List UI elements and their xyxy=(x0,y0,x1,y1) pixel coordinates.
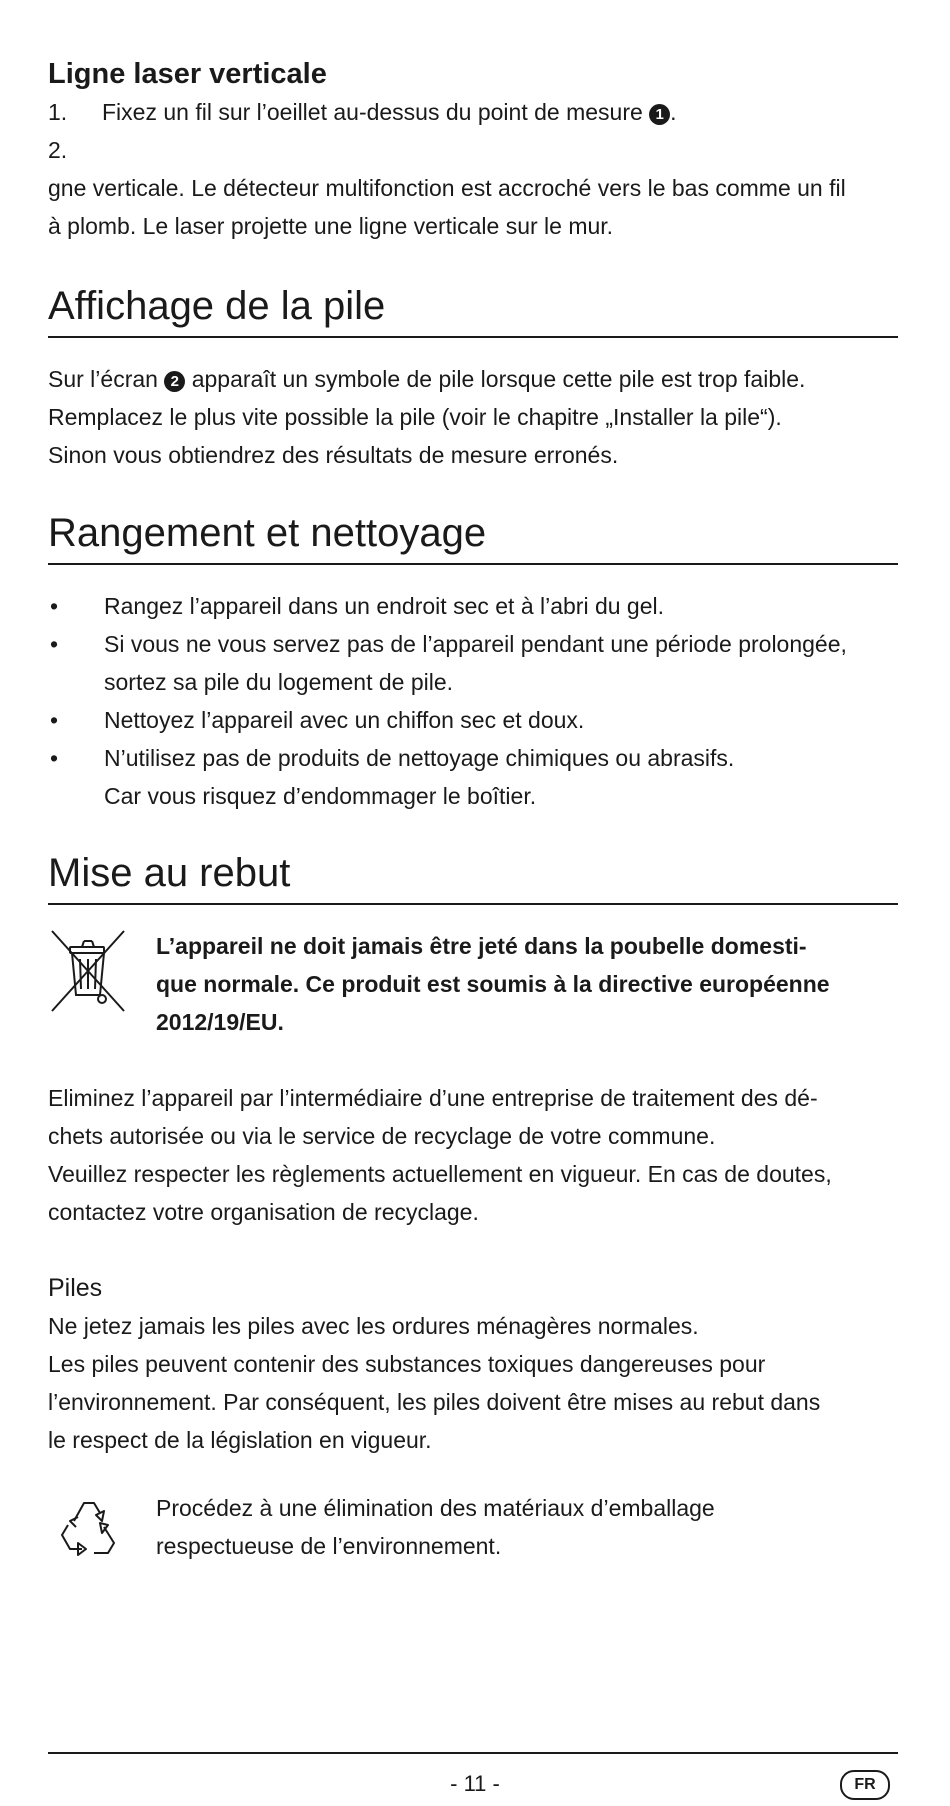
disposal-para-line-1: Eliminez l’appareil par l’intermédiaire d’une entreprise de traitement des dé- xyxy=(48,1085,818,1111)
list-item-text xyxy=(104,739,734,815)
vertical-laser-continuation-1: gne verticale. Le détecteur multifonction est accroché vers le bas comme un fil xyxy=(48,175,846,201)
battery-display-line-1 xyxy=(48,360,898,398)
list-item-text xyxy=(104,625,847,701)
step-1-label: Fixez un fil sur l’oeillet au-dessus du point de mesure xyxy=(102,99,643,125)
language-badge: FR xyxy=(840,1770,890,1800)
weee-line-3: 2012/19/EU. xyxy=(156,1009,284,1035)
step-2 xyxy=(48,131,898,169)
batteries-line-1: Ne jetez jamais les piles avec les ordures ménagères normales. xyxy=(48,1313,699,1339)
packaging-line-1: Procédez à une élimination des matériaux d’emballage xyxy=(156,1495,715,1521)
battery-line-1-end: apparaît un symbole de pile lorsque cette pile est trop faible. xyxy=(191,366,806,392)
list-item-line: Car vous risquez d’endommager le boîtier. xyxy=(104,783,537,809)
vertical-laser-heading: Ligne laser verticale xyxy=(48,58,327,90)
weee-line-1: L’appareil ne doit jamais être jeté dans la poubelle domesti- xyxy=(156,933,807,959)
weee-text xyxy=(156,927,830,1041)
crossed-out-bin-icon xyxy=(48,927,156,1018)
list-item xyxy=(48,739,898,815)
storage-section xyxy=(48,507,898,815)
disposal-section xyxy=(48,847,898,1570)
weee-line-2: que normale. Ce produit est soumis à la directive européenne xyxy=(156,971,830,997)
reference-marker-2: 2 xyxy=(164,371,185,392)
list-item-line: sortez sa pile du logement de pile. xyxy=(104,669,454,695)
batteries-line-4: le respect de la législation en vigueur. xyxy=(48,1427,432,1453)
bullet: • xyxy=(50,593,59,619)
step-1-number: 1. xyxy=(48,99,68,125)
step-1-text xyxy=(102,93,677,131)
footer-divider xyxy=(48,1752,898,1754)
battery-display-line-3: Sinon vous obtiendrez des résultats de mesure erronés. xyxy=(48,442,619,468)
disposal-para-line-4: contactez votre organisation de recyclage. xyxy=(48,1199,479,1225)
step-1 xyxy=(48,93,898,131)
list-item-text xyxy=(104,587,664,625)
list-item xyxy=(48,587,898,625)
bullet: • xyxy=(50,707,59,733)
bullet: • xyxy=(50,631,59,657)
page-number: - 11 - xyxy=(450,1771,500,1796)
weee-notice xyxy=(48,927,898,1041)
vertical-laser-section xyxy=(48,55,898,245)
disposal-heading: Mise au rebut xyxy=(48,847,898,905)
packaging-text xyxy=(156,1489,715,1565)
storage-list xyxy=(48,587,898,815)
batteries-heading: Piles xyxy=(48,1274,103,1302)
list-item-line: Nettoyez l’appareil avec un chiffon sec et doux. xyxy=(104,707,585,733)
batteries-line-2: Les piles peuvent contenir des substances toxiques dangereuses pour xyxy=(48,1351,766,1377)
vertical-laser-continuation-2: à plomb. Le laser projette une ligne verticale sur le mur. xyxy=(48,213,614,239)
list-item-line: N’utilisez pas de produits de nettoyage chimiques ou abrasifs. xyxy=(104,745,735,771)
bullet: • xyxy=(50,745,59,771)
storage-heading: Rangement et nettoyage xyxy=(48,507,898,565)
step-2-number: 2. xyxy=(48,137,68,163)
list-item-line: Si vous ne vous servez pas de l’appareil pendant une période prolongée, xyxy=(104,631,847,657)
packaging-notice xyxy=(48,1489,898,1570)
battery-display-heading: Affichage de la pile xyxy=(48,280,898,338)
battery-line-1-start: Sur l’écran xyxy=(48,366,158,392)
recycling-arrows-icon xyxy=(48,1489,156,1570)
list-item xyxy=(48,701,898,739)
reference-marker-1: 1 xyxy=(649,104,670,125)
step-1-end: . xyxy=(670,99,677,125)
disposal-para-line-2: chets autorisée ou via le service de recyclage de votre commune. xyxy=(48,1123,716,1149)
disposal-para-line-3: Veuillez respecter les règlements actuellement en vigueur. En cas de doutes, xyxy=(48,1161,832,1187)
list-item-text xyxy=(104,701,584,739)
battery-display-section xyxy=(48,280,898,474)
list-item-line: Rangez l’appareil dans un endroit sec et à l’abri du gel. xyxy=(104,593,665,619)
battery-display-line-2: Remplacez le plus vite possible la pile (voir le chapitre „Installer la pile“). xyxy=(48,404,782,430)
packaging-line-2: respectueuse de l’environnement. xyxy=(156,1533,502,1559)
batteries-line-3: l’environnement. Par conséquent, les piles doivent être mises au rebut dans xyxy=(48,1389,821,1415)
list-item xyxy=(48,625,898,701)
